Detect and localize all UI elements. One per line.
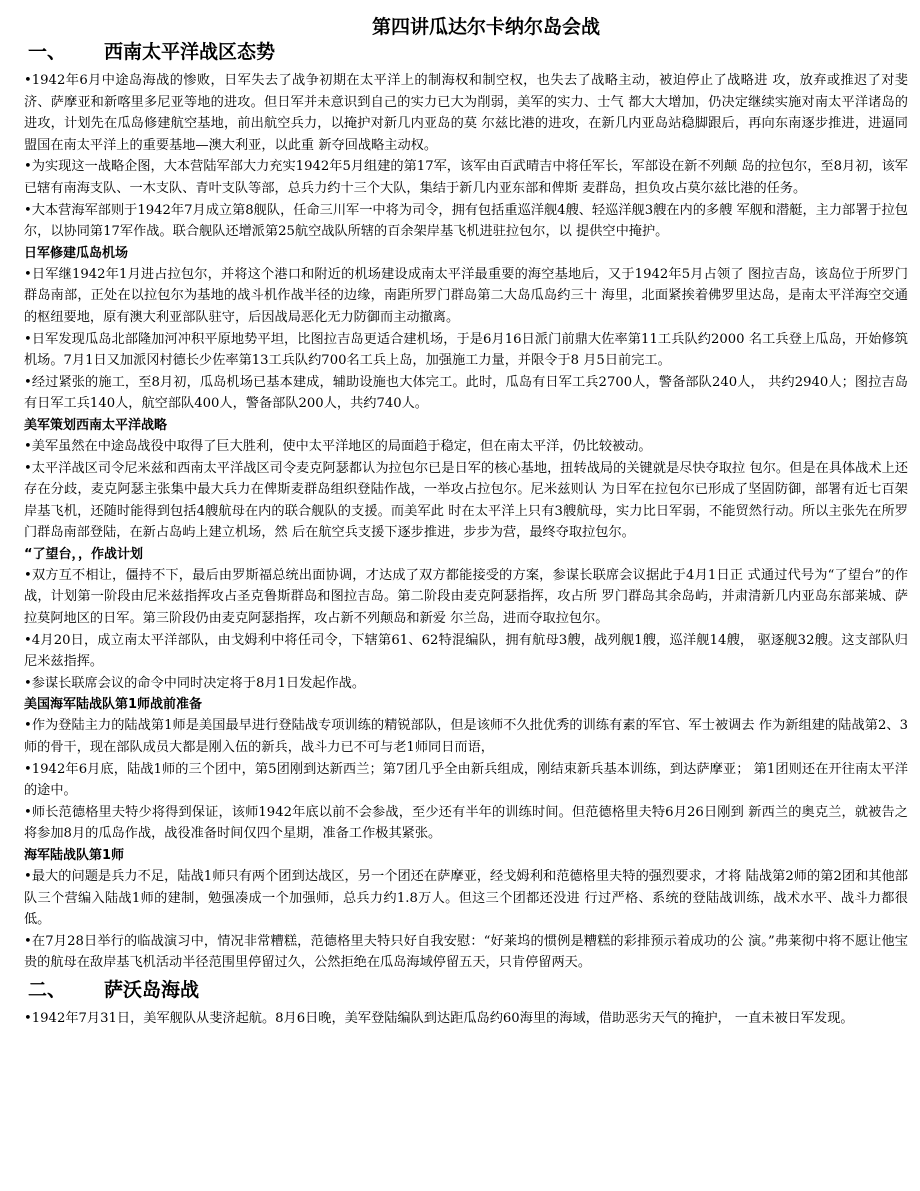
section-heading-2 — [24, 976, 908, 1004]
paragraph: •4月20日，成立南太平洋部队，由戈姆利中将任司令，下辖第61、62特混编队，拥有航母3艘，战列舰1艘，巡洋舰14艘， 驱逐舰32艘。这支部队归尼米兹指挥。 — [24, 632, 908, 670]
paragraph: •参谋长联席会议的命令中同时决定将于8月1日发起作战。 — [24, 675, 366, 691]
subsection-heading: 美国海军陆战队第1师战前准备 — [24, 697, 203, 713]
section-title: 萨沃岛海战 — [104, 978, 200, 1001]
subsection-heading: 美军策划西南太平洋战略 — [24, 417, 168, 433]
paragraph: •1942年6月底，陆战1师的三个团中，第5团刚到达新西兰；第7团几乎全由新兵组成，刚结束新兵基本训练，到达萨摩亚； 第1团则还在开往南太平洋的途中。 — [24, 761, 908, 799]
subsection-heading: 海军陆战队第1师 — [24, 848, 125, 863]
section-title: 西南太平洋战区态势 — [104, 41, 276, 63]
document-page — [24, 14, 908, 1030]
paragraph: •双方互不相让，僵持不下，最后由罗斯福总统出面协调，才达成了双方都能接受的方案，参谋长联席会议据此于4月1日正 式通过代号为“了望台”的作战，计划第一阶段由尼米兹指挥攻占圣克鲁斯群岛和图拉吉岛。第二阶段由麦克阿瑟指挥，攻占所 罗门群岛其余岛屿，并肃清新几内亚岛东部莱城、萨拉莫阿地区的日军。第三阶段仍由麦克阿瑟指挥，攻占新不列颠岛和新爱 尔兰岛，进而夺取拉包尔。 — [24, 567, 908, 627]
paragraph: •作为登陆主力的陆战第1师是美国最早进行登陆战专项训练的精锐部队，但是该师不久批优秀的训练有素的军官、军士被调去 作为新组建的陆战第2、3师的骨干，现在部队成员大都是刚入伍的新兵，战斗力已不可与老1师同日而语， — [24, 718, 908, 756]
paragraph: •为实现这一战略企图，大本营陆军部大力充实1942年5月组建的第17军，该军由百武晴吉中将任军长，军部设在新不列颠 岛的拉包尔，至8月初，该军已辖有南海支队、一木支队、青叶支队等部，总兵力约十三个大队，集结于新几内亚东部和俾斯 麦群岛，担负攻占莫尔兹比港的任务。 — [24, 159, 908, 196]
paragraph: •在7月28日举行的临战演习中，情况非常糟糕，范德格里夫特只好自我安慰：“好莱坞的惯例是糟糕的彩排预示着成功的公 演。”弗莱彻中将不愿让他宝贵的航母在敌岸基飞机活动半径范围里停留过久，公然拒绝在瓜岛海域停留五天，只肯停留两天。 — [24, 933, 908, 971]
paragraph: •太平洋战区司令尼米兹和西南太平洋战区司令麦克阿瑟都认为拉包尔已是日军的核心基地，扭转战局的关键就是尽快夺取拉 包尔。但是在具体战术上还存在分歧，麦克阿瑟主张集中最大兵力在俾斯麦群岛组织登陆作战，一举攻占拉包尔。尼米兹则认 为日军在拉包尔已形成了坚固防御，部署有近七百架岸基飞机，还随时能得到包括4艘航母在内的联合舰队的支援。而美军此 时在太平洋上只有3艘航母，实力比日军弱，不能贸然行动。所以主张先在所罗门群岛南部登陆，在新占岛屿上建立机场，然 后在航空兵支援下逐步推进，步步为营，最终夺取拉包尔。 — [24, 460, 908, 541]
paragraph: •1942年7月31日，美军舰队从斐济起航。8月6日晚，美军登陆编队到达距瓜岛约60海里的海域，借助恶劣天气的掩护， 一直未被日军发现。 — [24, 1010, 854, 1026]
document-title: 第四讲瓜达尔卡纳尔岛会战 — [371, 16, 600, 38]
paragraph: •大本营海军部则于1942年7月成立第8舰队，任命三川军一中将为司令，拥有包括重巡洋舰4艘、轻巡洋舰3艘在内的多艘 军舰和潜艇，主力部署于拉包尔，以协同第17军作战。联合舰队还增派第25航空战队所辖的百余架岸基飞机进驻拉包尔，以 提供空中掩护。 — [24, 202, 908, 240]
paragraph: •1942年6月中途岛海战的惨败，日军失去了战争初期在太平洋上的制海权和制空权，也失去了战略主动，被迫停止了战略进 攻，放弃或推迟了对斐济、萨摩亚和新喀里多尼亚等地的进攻。但日军并未意识到自己的实力已大为削弱，美军的实力、士气 都大大增加，仍决定继续实施对南太平洋诸岛的进攻，计划先在瓜岛修建航空基地，前出航空兵力，以掩护对新几内亚岛的莫 尔兹比港的进攻，在新几内亚岛站稳脚跟后，再向东南逐步推进，进逼同盟国在南太平洋上的重要基地—澳大利亚，以此重 新夺回战略主动权。 — [24, 73, 908, 153]
section-heading-1 — [24, 38, 908, 66]
paragraph: •经过紧张的施工，至8月初，瓜岛机场已基本建成，辅助设施也大体完工。此时，瓜岛有日军工兵2700人，警备部队240人， 共约2940人；图拉吉岛有日军工兵140人，航空部队400人，警备部队200人，共约740人。 — [24, 374, 908, 412]
paragraph: •美军虽然在中途岛战役中取得了巨大胜利，使中太平洋地区的局面趋于稳定，但在南太平洋，仍比较被动。 — [24, 438, 652, 454]
subsection-heading: “了望台，，作战计划 — [24, 546, 144, 562]
paragraph: •日军继1942年1月进占拉包尔，并将这个港口和附近的机场建设成南太平洋最重要的海空基地后，又于1942年5月占领了 图拉吉岛，该岛位于所罗门群岛南部，正处在以拉包尔为基地的战斗机作战半径的边缘，南距所罗门群岛第二大岛瓜岛约三十 海里，北面紧挨着佛罗里达岛，是南太平洋海空交通的枢纽要地，原有澳大利亚部队驻守，后因战局恶化无力防御而主动撤离。 — [24, 266, 908, 325]
subsection-heading: 日军修建瓜岛机场 — [24, 245, 129, 261]
paragraph: •师长范德格里夫特少将得到保证，该师1942年底以前不会参战，至少还有半年的训练时间。但范德格里夫特6月26日刚到 新西兰的奥克兰，就被告之将参加8月的瓜岛作战，战役准备时间仅四个星期，准备工作极其紧张。 — [24, 804, 908, 842]
paragraph: •最大的问题是兵力不足，陆战1师只有两个团到达战区，另一个团还在萨摩亚，经戈姆利和范德格里夫特的强烈要求，才将 陆战第2师的第2团和其他部队三个营编入陆战1师的建制，勉强凑成一个加强师，总兵力约1.8万人。但这三个团都还没进 行过严格、系统的登陆战训练，战术水平、战斗力都很低。 — [24, 869, 908, 928]
section-number: 一、 — [28, 41, 67, 63]
paragraph: •日军发现瓜岛北部隆加河冲积平原地势平坦，比图拉吉岛更适合建机场，于是6月16日派门前鼎大佐率第11工兵队约2000 名工兵登上瓜岛，开始修筑机场。7月1日又加派冈村德长少佐率第13工兵队约700名工兵上岛，加强施工力量，并限令于8 月5日前完工。 — [24, 331, 908, 369]
section-number: 二、 — [28, 978, 67, 1001]
